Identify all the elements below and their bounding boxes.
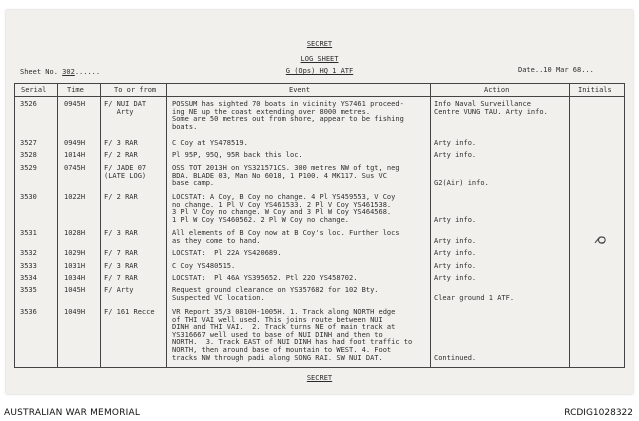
row-to-or-from: F/ Arty [104,286,134,294]
row-event: LOCSTAT: Pl 46A YS395652. Ptl 22O YS458702. [172,274,358,282]
row-event: LOCSTAT: A Coy, B Coy no change. 4 Pl YS459553, V Coy no change. 1 Pl V Coy YS461533. 2 Pl V Coy YS461538. 3 Pl V Coy no change. W Coy and 3 Pl W Coy YS464568. 1 Pl W Coy YS460562. 2 Pl W Coy no change. [172,193,396,224]
row-to-or-from: F/ 3 RAR [104,262,138,270]
row-event: POSSUM has sighted 70 boats in vicinity YS7461 proceed- ing NE up the coast extending over 8000 metres. Some are 50 metres out from shore, appear to be fishing boats. [172,100,404,131]
row-serial: 3534 [20,274,37,282]
date-label: Date..10 Mar 68... [518,66,594,74]
document-title: LOG SHEET [300,55,339,63]
row-serial: 3528 [20,151,37,159]
row-serial: 3532 [20,249,37,257]
row-event: C Coy YS480515. [172,262,236,270]
unit-heading: G (Ops) HQ 1 ATF [285,67,354,75]
sheet-number-label: Sheet No. 302...... [20,68,101,76]
archive-credit: AUSTRALIAN WAR MEMORIAL [4,408,141,418]
row-serial: 3529 [20,164,37,172]
row-time: 1034H [64,274,86,282]
row-action: Arty info. [434,262,477,270]
classification-top: SECRET [306,40,333,48]
column-header-to-or-from: To or from [114,86,157,94]
row-event: OSS TOT 2013H on YS321571CS. 300 metres NW of tgt, neg BDA. BLADE 03, Man No 6018, 1 P100. 4 MK117. Sus VC base camp. [172,164,400,188]
row-to-or-from: F/ 3 RAR [104,229,138,237]
row-time: 1029H [64,249,86,257]
column-header-time: Time [67,86,84,94]
row-time: 1031H [64,262,86,270]
column-header-initials: Initials [578,86,612,94]
row-action: Arty info. [434,215,477,224]
row-to-or-from: F/ 7 RAR [104,249,138,257]
row-serial: 3526 [20,100,37,108]
row-serial: 3535 [20,286,37,294]
row-serial: 3530 [20,193,37,201]
row-action: Arty info. [434,139,477,147]
row-to-or-from: F/ 161 Recce [104,308,155,316]
row-serial: 3531 [20,229,37,237]
row-to-or-from: F/ 3 RAR [104,139,138,147]
row-action: Clear ground 1 ATF. [434,293,515,302]
row-action: G2(Air) info. [434,179,489,188]
row-time: 1022H [64,193,86,201]
row-event: VR Report 35/3 0810H-1005H. 1. Track along NORTH edge of THI VAI well used. This joins route between NUI DINH and THI VAI. 2. Track turns NE of main track at YS316667 well used to base of NUI DINH and then to NORTH. 3. Track EAST of NUI DINH has had foot traffic to NORTH, then around base of mountain to WEST. 4. Foot tracks NW through padi along SONG RAI. SW NUI DAT. [172,308,413,362]
row-time: 1045H [64,286,86,294]
row-to-or-from: F/ 2 RAR [104,151,138,159]
sheet-number: 302 [62,68,75,76]
row-action: Arty info. [434,236,477,245]
row-event: LOCSTAT: Pl 22A YS420689. [172,249,282,257]
row-to-or-from: F/ JADE 07 (LATE LOG) [104,164,147,180]
row-to-or-from: F/ 7 RAR [104,274,138,282]
handwritten-initial-mark: ꝺ [591,235,610,245]
archive-reference: RCDIG1028322 [564,408,633,418]
row-serial: 3533 [20,262,37,270]
row-action: Continued. [434,353,477,362]
row-event: C Coy at YS478519. [172,139,248,147]
row-serial: 3527 [20,139,37,147]
row-event: All elements of B Coy now at B Coy's loc. Further locs as they come to hand. [172,229,400,245]
row-time: 1049H [64,308,86,316]
column-header-action: Action [484,86,510,94]
row-action: Arty info. [434,151,477,159]
row-time: 0945H [64,100,86,108]
row-serial: 3536 [20,308,37,316]
row-to-or-from: F/ 2 RAR [104,193,138,201]
row-time: 1028H [64,229,86,237]
classification-bottom: SECRET [306,374,333,382]
row-time: 1014H [64,151,86,159]
row-event: Request ground clearance on YS357682 for 102 Bty. Suspected VC location. [172,286,379,302]
column-header-event: Event [289,86,311,94]
row-action: Arty info. [434,249,477,257]
column-header-serial: Serial [21,86,47,94]
row-to-or-from: F/ NUI DAT Arty [104,100,147,116]
row-time: 0745H [64,164,86,172]
row-action: Info Naval Surveillance Centre VUNG TAU. Arty info. [434,100,548,116]
row-action: Arty info. [434,274,477,282]
log-sheet-document [6,10,633,394]
date-value: 10 Mar 68 [543,66,582,74]
row-time: 0949H [64,139,86,147]
row-event: Pl 95P, 95Q, 95R back this loc. [172,151,303,159]
